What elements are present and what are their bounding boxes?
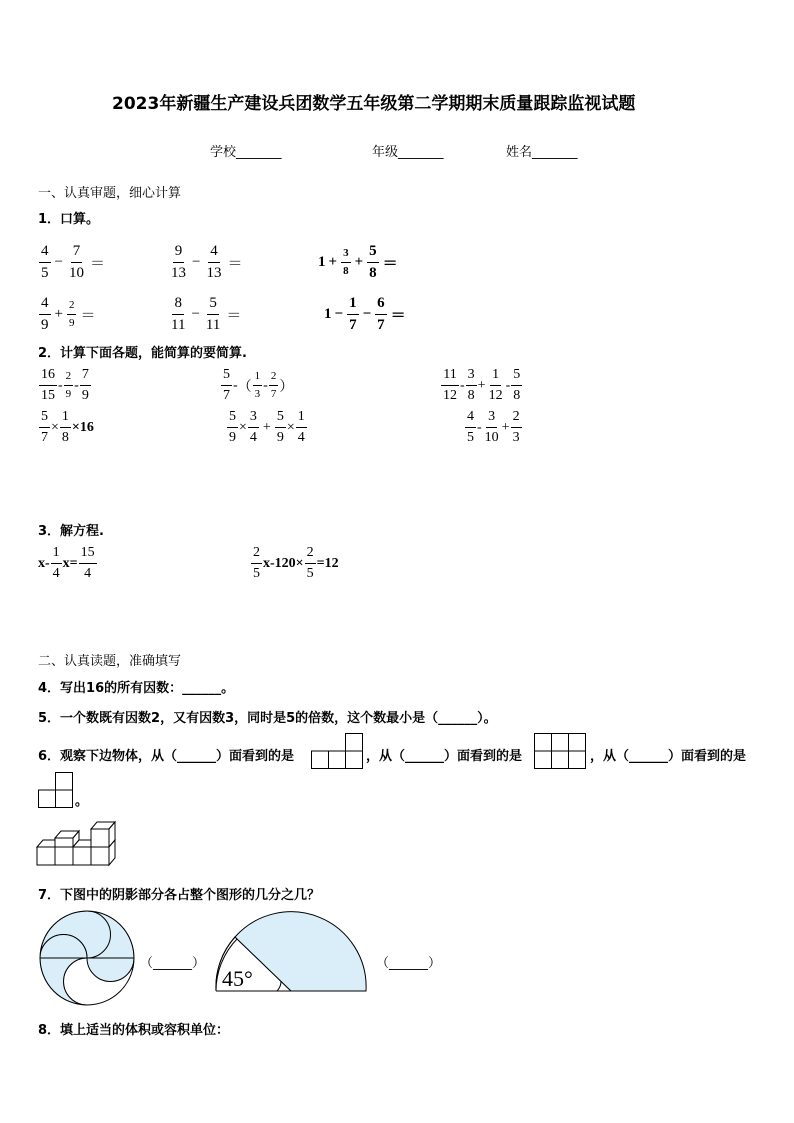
q1-expr-4: 4 9 + $\frac{2}{9}$ ＝ <box>41 295 96 333</box>
question-7: 7．下图中的阴影部分各占整个图形的几分之几？ <box>38 888 321 903</box>
fraction: 3 10 <box>484 409 499 445</box>
question-1: 1．口算。 <box>38 212 100 227</box>
q2-expr-6: 4 5 - 3 10 + $\frac{2}{3}$ <box>467 409 520 445</box>
q1-expr-3: 1 + $\frac{3}{8}$ + $\frac{5}{8}$ ＝ <box>318 243 398 281</box>
question-8: 8．填上适当的体积或容积单位： <box>38 1023 230 1038</box>
fraction: $\frac{6}{7}$ <box>377 295 385 333</box>
question-6-end: 。 <box>75 794 89 809</box>
fraction: 8 11 <box>171 295 186 333</box>
fraction: 5 8 <box>513 367 521 403</box>
q2-expr-1: 16 15 - 2 9 - 7 9 <box>41 367 89 403</box>
q7-answer-blank-2[interactable]: （______） <box>376 956 442 971</box>
fraction: $\frac{2}{3}$ <box>512 409 520 445</box>
view-shape-3 <box>38 772 76 810</box>
fraction: 4 5 <box>41 243 49 281</box>
q2-expr-5: $\frac{5}{9}$ × $\frac{3}{4}$ + $\frac{5}{9}$ × $\frac{1}{4}$ <box>229 409 305 445</box>
fraction: 4 5 <box>467 409 474 445</box>
q3-equation-2: 2 5 x-120× $\frac{2}{5}$ =12 <box>253 545 339 581</box>
fraction: 9 13 <box>171 243 186 281</box>
page-title: 2023年新疆生产建设兵团数学五年级第二学期期末质量跟踪监视试题 <box>112 94 636 114</box>
view-shape-2 <box>534 733 588 769</box>
question-6-part-1: 6．观察下边物体，从（______）面看到的是 <box>38 749 295 764</box>
question-6-part-2: ，从（______）面看到的是 <box>366 749 523 764</box>
fraction: $\frac{4}{13}$ <box>206 243 222 281</box>
q2-expr-3: 11 12 - 3 8 + $\frac{1}{12}$ - 5 8 <box>443 367 521 403</box>
fraction: $\frac{1}{7}$ <box>349 295 357 333</box>
fraction: $\frac{15}{4}$ <box>80 545 95 581</box>
angle-label: 45° <box>222 966 253 991</box>
q1-expr-5: 8 11 − $\frac{5}{11}$ ＝ <box>171 295 242 333</box>
fraction: 2 7 <box>270 370 277 400</box>
question-2: 2．计算下面各题，能简算的要简算. <box>38 346 247 361</box>
fraction: 1 3 <box>254 370 261 400</box>
q2-expr-4: $\frac{5}{7}$ × $\frac{1}{8}$ ×16 <box>41 409 94 445</box>
fraction: $\frac{5}{11}$ <box>205 295 221 333</box>
q1-expr-2: 9 13 − $\frac{4}{13}$ ＝ <box>171 243 243 281</box>
section-2-heading: 二、认真读题，准确填写 <box>38 654 182 669</box>
school-field: 学校_______ <box>210 145 282 160</box>
view-shape-1 <box>311 733 365 769</box>
fraction: $\frac{5}{7}$ <box>41 409 48 445</box>
fraction: 2 9 <box>65 370 72 400</box>
q3-equation-1: x- 1 4 x= $\frac{15}{4}$ <box>38 545 95 581</box>
fraction: 4 9 <box>41 295 49 333</box>
fraction: 7 9 <box>81 367 89 403</box>
fraction: 3 8 <box>467 367 475 403</box>
name-field: 姓名_______ <box>506 145 578 160</box>
fraction: $\frac{7}{10}$ <box>68 243 84 281</box>
fraction: $\frac{5}{9}$ <box>276 409 284 445</box>
fraction: $\frac{1}{8}$ <box>61 409 69 445</box>
fraction: $\frac{1}{12}$ <box>488 367 503 403</box>
question-6-part-3: ，从（______）面看到的是 <box>590 749 747 764</box>
fraction: $\frac{5}{8}$ <box>369 243 377 281</box>
q2-expr-2: 5 7 - （ 1 3 - 2 7 ） <box>223 367 294 403</box>
q1-expr-1: 4 5 − $\frac{7}{10}$ ＝ <box>41 243 105 281</box>
section-1-heading: 一、认真审题，细心计算 <box>38 186 182 201</box>
fraction: $\frac{2}{5}$ <box>306 545 314 581</box>
fraction: $\frac{3}{8}$ <box>343 247 349 277</box>
fraction: 16 15 <box>41 367 55 403</box>
fraction: $\frac{3}{4}$ <box>249 409 257 445</box>
q1-expr-6: 1 − $\frac{1}{7}$ − $\frac{6}{7}$ ＝ <box>324 295 406 333</box>
question-5: 5．一个数既有因数2，又有因数3，同时是5的倍数，这个数最小是（______）。 <box>38 711 497 726</box>
fraction: $\frac{2}{9}$ <box>68 299 75 329</box>
grade-field: 年级_______ <box>372 145 444 160</box>
fraction: 1 4 <box>52 545 60 581</box>
fraction: 11 12 <box>443 367 457 403</box>
fraction: $\frac{1}{4}$ <box>297 409 305 445</box>
question-4: 4．写出16的所有因数：______。 <box>38 681 235 696</box>
circle-pinwheel-figure <box>39 910 135 1006</box>
cube-stack-figure <box>37 820 127 870</box>
question-3: 3．解方程. <box>38 524 104 539</box>
fraction: 2 5 <box>253 545 260 581</box>
q7-answer-blank-1[interactable]: （______） <box>140 956 206 971</box>
fraction: 5 7 <box>223 367 230 403</box>
fraction: $\frac{5}{9}$ <box>229 409 236 445</box>
